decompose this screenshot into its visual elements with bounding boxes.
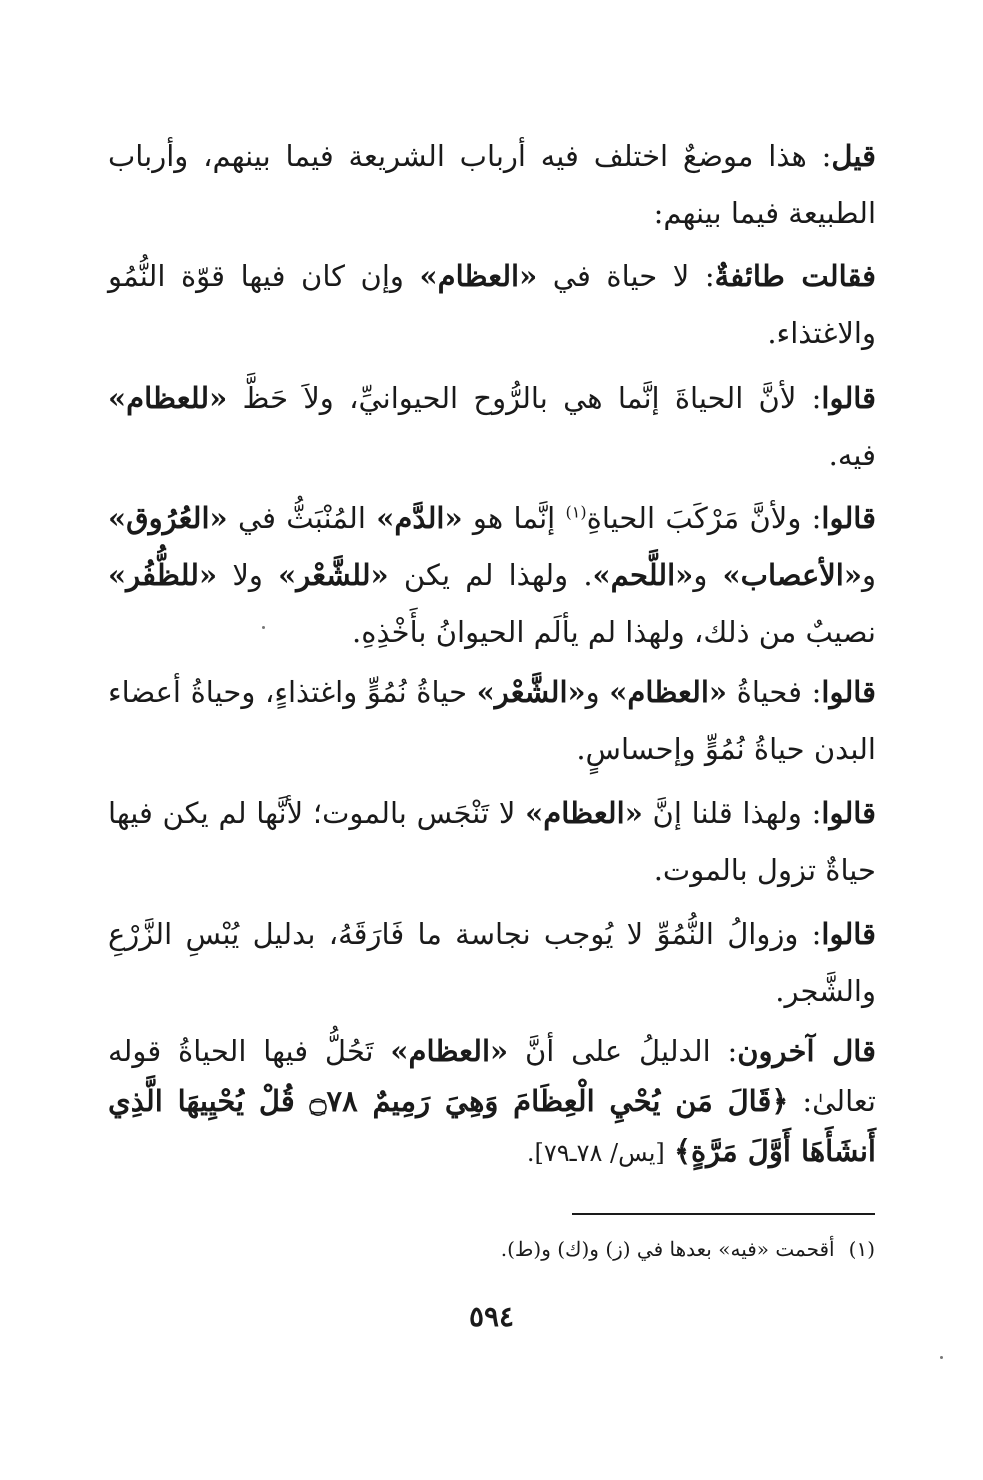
paragraph-text: : ولأنَّ مَرْكَبَ الحياةِ (586, 501, 822, 535)
paragraph-text: فيه. (828, 438, 876, 472)
bold-term: «العظام» (419, 259, 538, 293)
paragraph-1 (108, 128, 876, 242)
page-number: ٥٩٤ (468, 1300, 515, 1333)
footnote-reference: (١) (565, 502, 587, 522)
paragraph-3 (108, 370, 876, 484)
paragraph-text: ولا (217, 558, 279, 592)
paragraph-6 (108, 785, 876, 899)
speaker-label: قال آخرون (737, 1034, 876, 1068)
bold-term: «العظام» (525, 796, 643, 830)
paragraph-text: و (861, 558, 876, 592)
paragraph-text: و (693, 558, 723, 592)
speaker-label: قالوا (821, 796, 876, 830)
paragraph-text: لا تَنْجَس بالموت؛ لأنَّها لم يكن فيها حياةٌ تزول بالموت. (108, 796, 876, 887)
paragraph-text: : لأنَّ الحياةَ إنَّما هي بالرُّوح الحيوانيِّ، ولاَ حَظَّ (227, 381, 822, 415)
paragraph-text: : وزوالُ النُّمُوِّ لا يُوجب نجاسة ما فَارَقَهُ، بدليل يُبْسِ الزَّرْعِ والشَّجر. (108, 917, 876, 1008)
paragraph-text: : لا حياة في (537, 259, 715, 293)
paragraph-8 (108, 1026, 876, 1178)
quran-verse: ﴿قَالَ مَن يُحْيِ الْعِظَامَ وَهِيَ رَمِيمٌ ۝٧٨ قُلْ يُحْيِيهَا الَّذِي أَنشَأَهَا أَوَّلَ مَرَّةٍ﴾ (108, 1084, 876, 1168)
paragraph-text: : هذا موضعٌ اختلف فيه أرباب الشريعة فيما بينهم، وأرباب الطبيعة فيما بينهم: (108, 139, 876, 230)
paragraph-text: تَحُلُّ فيها الحياةُ قوله تعالىٰ: (108, 1034, 876, 1118)
footnote-separator (572, 1213, 875, 1215)
paragraph-5 (108, 664, 876, 778)
footnote-number: (١) (848, 1237, 875, 1261)
bold-term: «للشَّعْر» (278, 558, 389, 592)
speaker-label: قالوا (821, 501, 876, 535)
scan-speck (262, 626, 265, 629)
scan-speck (940, 1356, 943, 1359)
speaker-label: قيل (831, 139, 876, 173)
paragraph-4 (108, 490, 876, 661)
paragraph-text: المُنْبَثُّ في (227, 501, 377, 535)
paragraph-text: : ولهذا قلنا إنَّ (642, 796, 822, 830)
paragraph-text: نصيبٌ من ذلك، ولهذا لم يألَم الحيوانُ بأَخْذِهِ. (352, 615, 876, 649)
speaker-label: فقالت طائفةٌ (714, 259, 876, 293)
paragraph-text: : الدليلُ على أنَّ (508, 1034, 738, 1068)
footnote-text: أقحمت «فيه» بعدها في (ز) و(ك) و(ط). (500, 1237, 835, 1261)
paragraph-text: : فحياةُ (727, 675, 822, 709)
speaker-label: قالوا (821, 917, 876, 951)
speaker-label: قالوا (821, 381, 876, 415)
paragraph-2 (108, 248, 876, 362)
bold-term: «الشَّعْر» (476, 675, 586, 709)
bold-term: «العُرُوق» (108, 501, 228, 535)
paragraph-text: وإن كان فيها قوّة النُّمُو والاغتذاء. (108, 259, 876, 350)
paragraph-text: إنَّما هو (462, 501, 566, 535)
sura-reference: [يس/ ٧٨ـ٧٩]. (526, 1139, 665, 1167)
paragraph-text: و (585, 675, 610, 709)
paragraph-text: حياةُ نُمُوٍّ واغتذاءٍ، وحياةُ أعضاء البدن حياةُ نُمُوٍّ وإحساسٍ. (108, 675, 876, 766)
bold-term: «اللَّحم» (592, 558, 694, 592)
bold-term: «الدَّم» (376, 501, 463, 535)
speaker-label: قالوا (821, 675, 876, 709)
paragraph-text: . ولهذا لم يكن (388, 558, 593, 592)
bold-term: «الأعصاب» (722, 558, 862, 592)
footnote (107, 1232, 875, 1266)
paragraph-7 (108, 906, 876, 1020)
bold-term: «للعظام» (108, 381, 228, 415)
bold-term: «العظام» (390, 1034, 509, 1068)
bold-term: «العظام» (609, 675, 727, 709)
bold-term: «للظُّفُر» (108, 558, 218, 592)
